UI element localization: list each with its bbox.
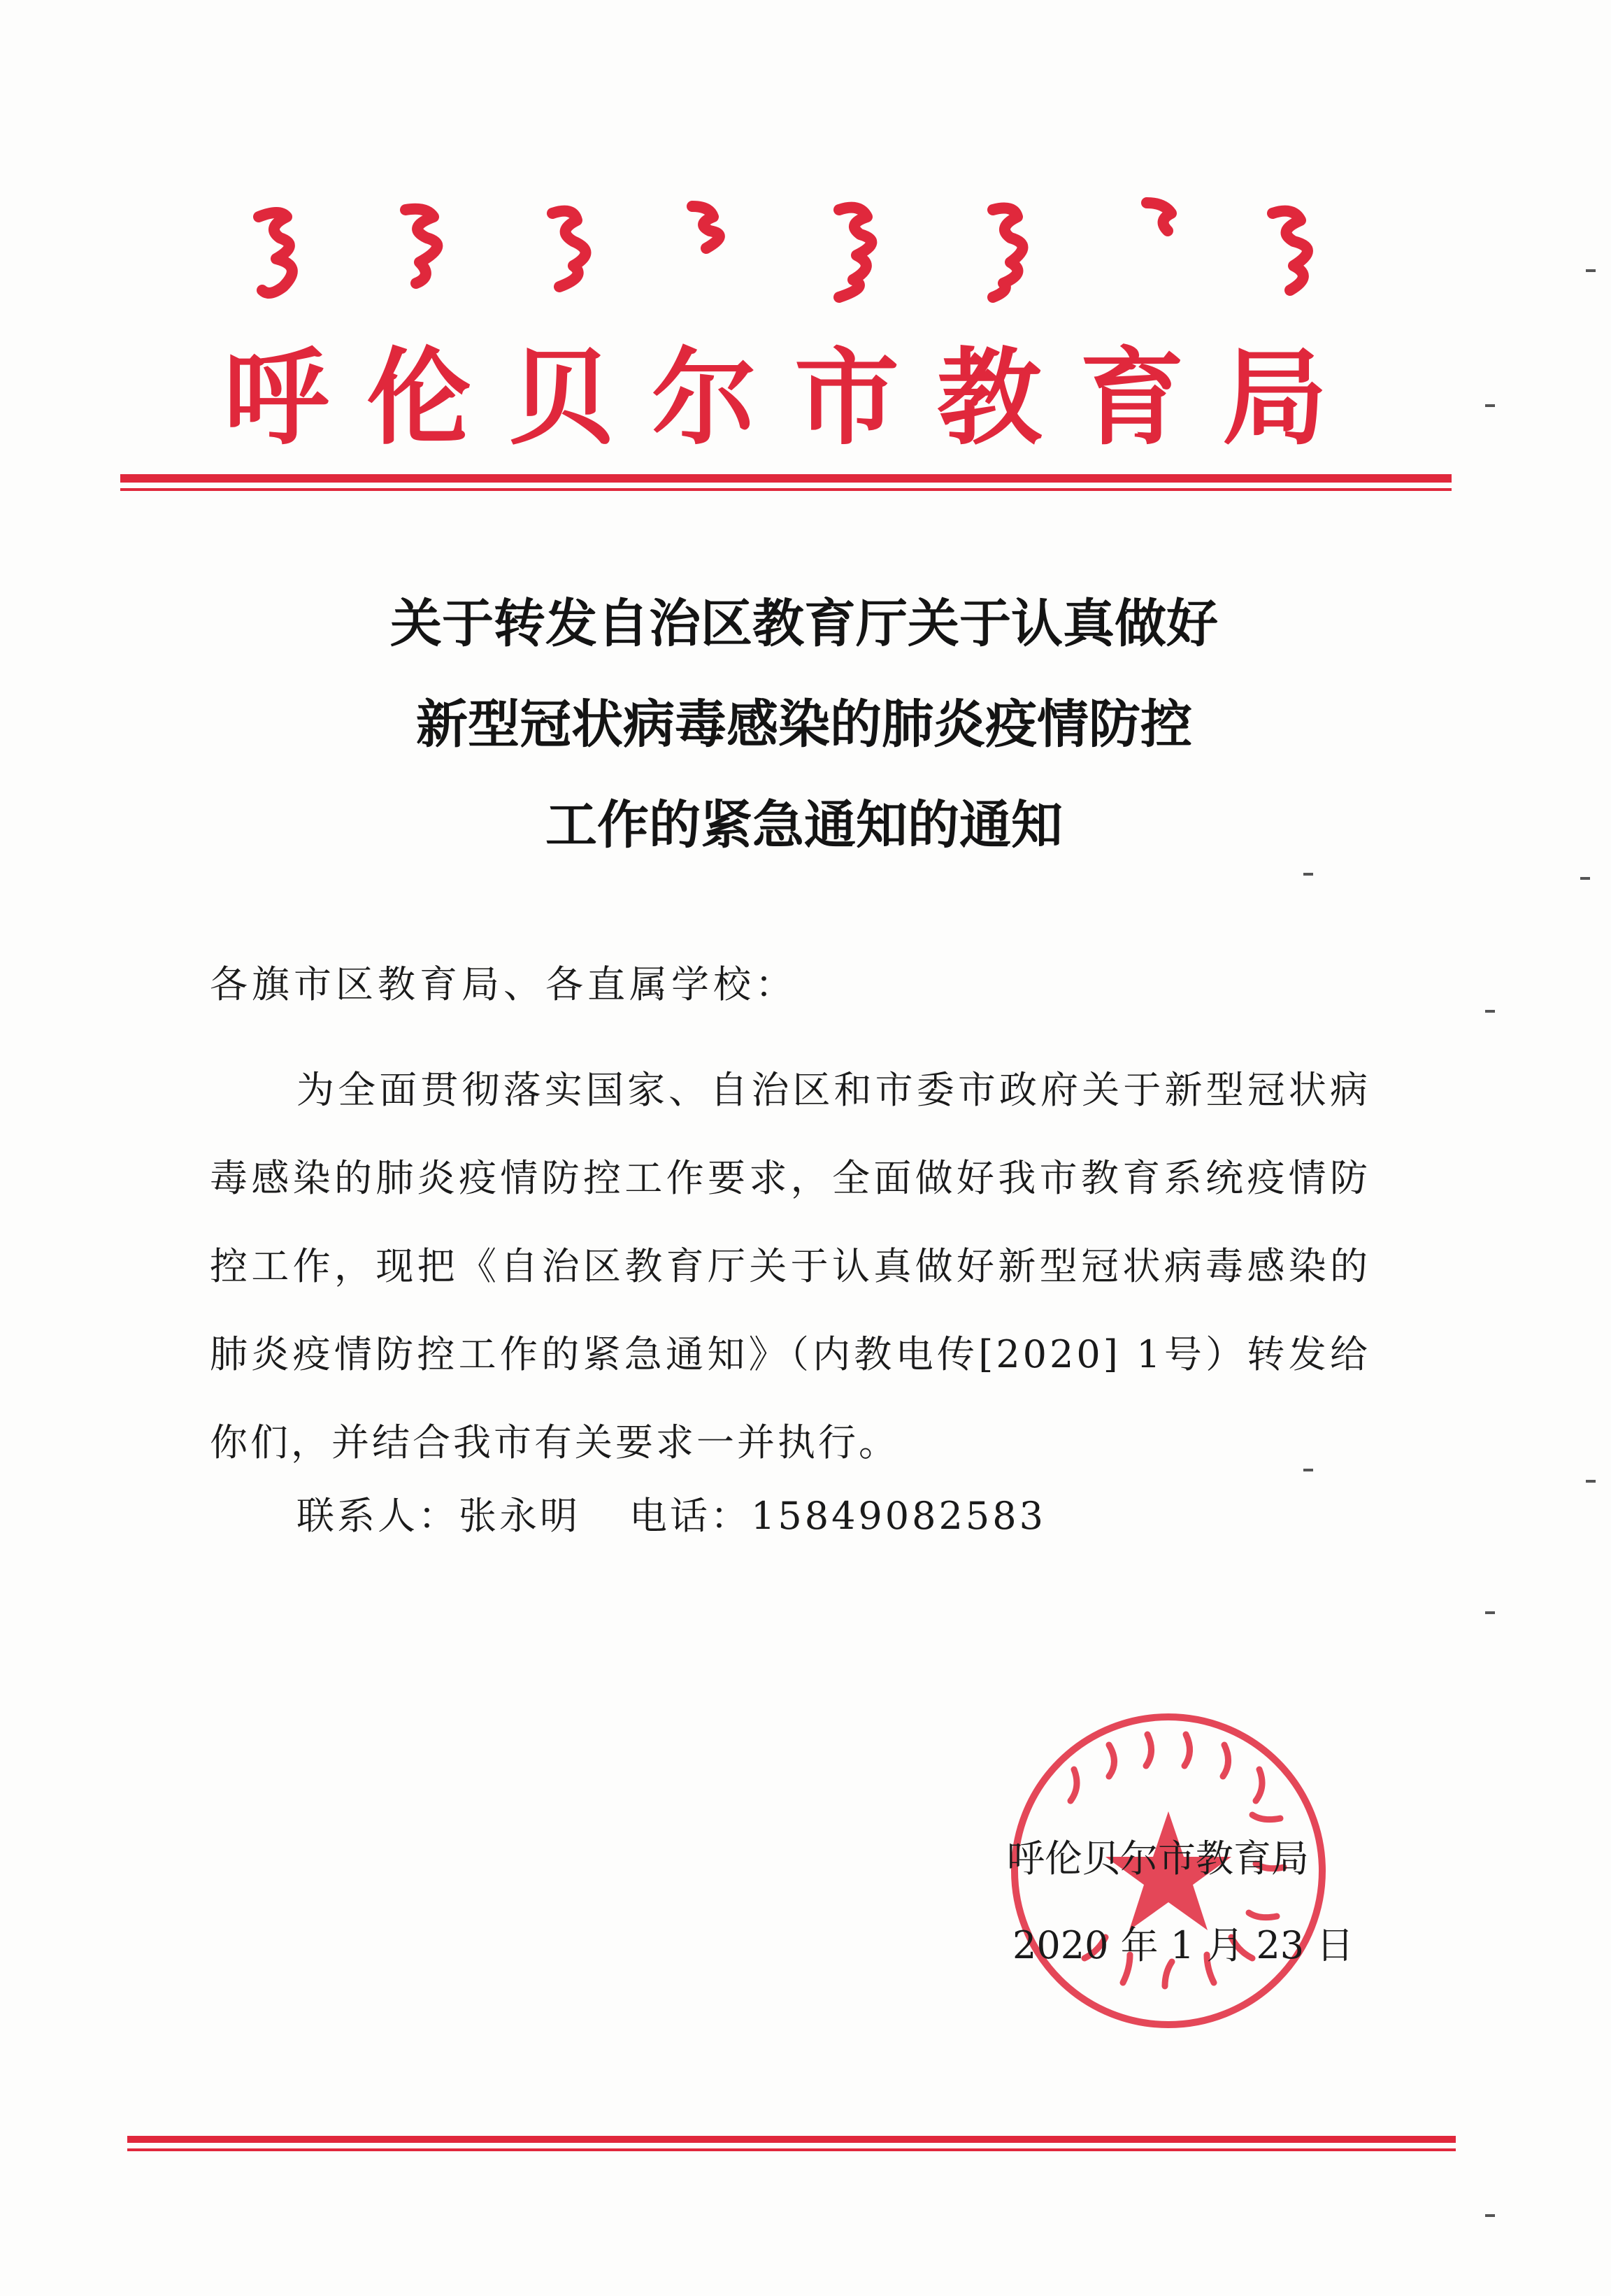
- mongolian-header-text: [245, 196, 1349, 315]
- contact-phone: 电话：15849082583: [629, 1494, 1046, 1538]
- title-line: 新型冠状病毒感染的肺炎疫情防控: [416, 694, 1192, 755]
- footer-divider: [127, 2136, 1456, 2143]
- footer-divider-thin: [127, 2148, 1456, 2151]
- scan-artifact: [1485, 404, 1495, 407]
- body-paragraph: 为全面贯彻落实国家、自治区和市委市政府关于新型冠状病毒感染的肺炎疫情防控工作要求，全面做好我市教育系统疫情防控工作，现把《自治区教育厅关于认真做好新型冠状病毒感染的肺炎疫情防控工作的紧急通知》（内教电传[2020] 1号）转发给你们，并结合我市有关要求一并执行。: [210, 1068, 1370, 1464]
- contact-person: 联系人：张永明: [296, 1494, 580, 1538]
- header-divider-thin: [120, 488, 1452, 491]
- title-line: 工作的紧急通知的通知: [545, 795, 1063, 855]
- title-line: 关于转发自治区教育厅关于认真做好: [390, 594, 1218, 654]
- scan-artifact: [1303, 873, 1313, 876]
- scan-artifact: [1586, 269, 1596, 272]
- scan-artifact: [1580, 877, 1590, 880]
- document-title: [210, 573, 1398, 876]
- header-divider: [120, 474, 1452, 483]
- signer-name: 呼伦贝尔市教育局: [1007, 1837, 1309, 1881]
- agency-name: 呼伦贝尔市教育局: [224, 338, 1366, 459]
- scan-artifact: [1485, 2214, 1495, 2217]
- scan-artifact: [1303, 1469, 1313, 1471]
- scan-artifact: [1485, 1010, 1495, 1013]
- body-text: [210, 1046, 1370, 1487]
- signature-date: 2020 年 1 月 23 日: [1012, 1923, 1354, 1967]
- scan-artifact: [1485, 1611, 1495, 1614]
- addressee: 各旗市区教育局、各直属学校：: [210, 962, 797, 1006]
- contact-line: [296, 1488, 1046, 1544]
- scan-artifact: [1586, 1480, 1596, 1483]
